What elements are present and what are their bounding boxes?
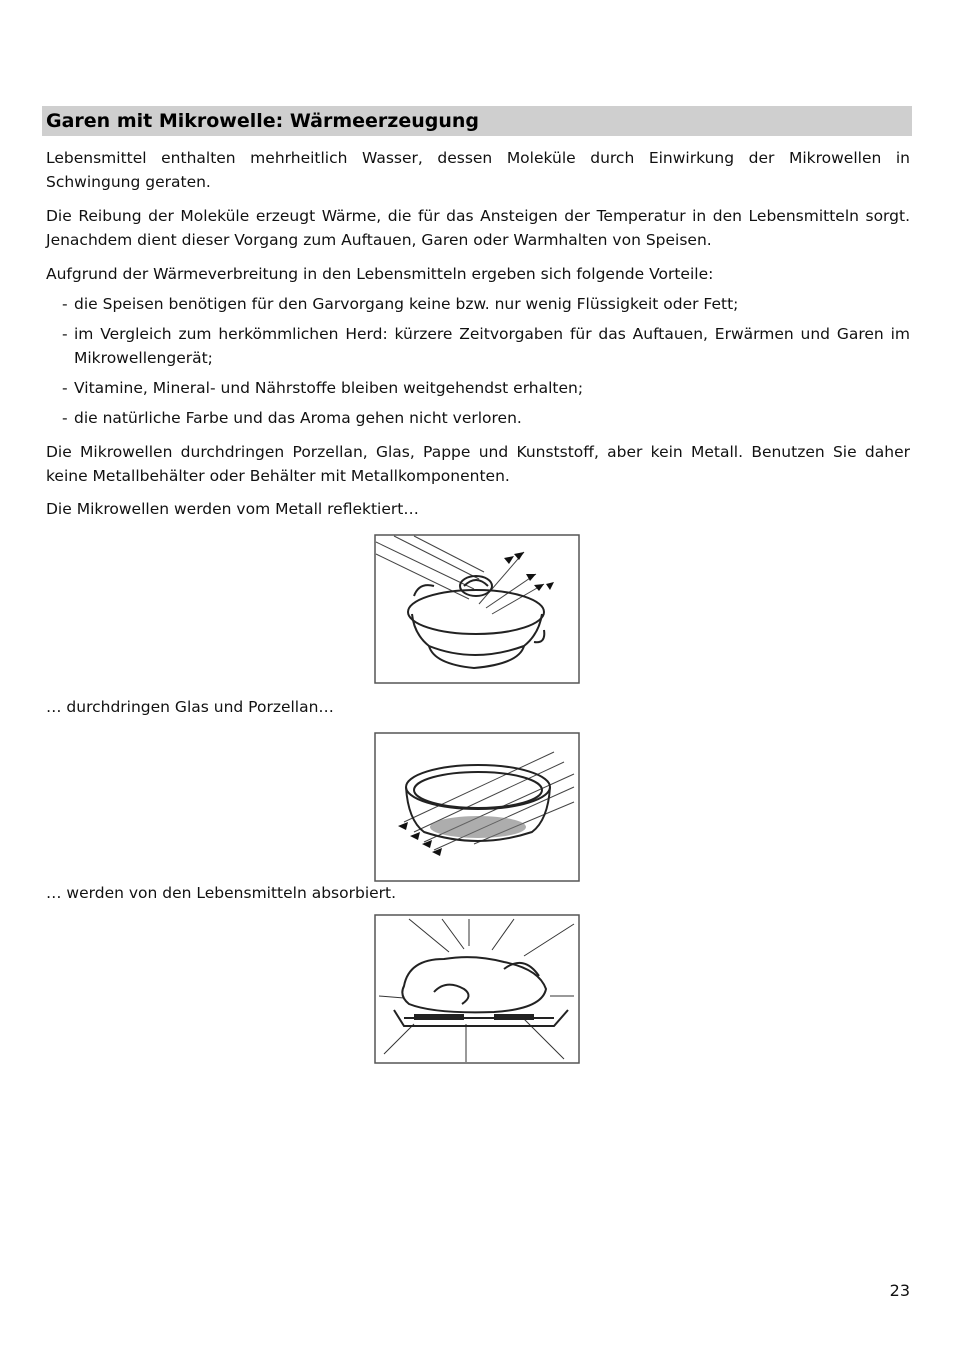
bullet-item [62, 322, 910, 370]
bullet-text: die Speisen benötigen für den Garvorgang keine bzw. nur wenig Flüssigkeit oder Fett; [74, 295, 739, 313]
caption-food-absorption: … werden von den Lebensmitteln absorbiert. [46, 884, 397, 902]
paragraph-materials: Die Mikrowellen durchdringen Porzellan, Glas, Pappe und Kunststoff, aber kein Metall. Benutzen Sie daher keine Metallbehälter oder Behälter mit Metallkomponenten. [46, 443, 910, 485]
bullet-item [62, 406, 910, 430]
figure-metal-pot [374, 534, 580, 684]
roast-illustration [374, 914, 580, 1064]
bullet-dash: - [62, 295, 68, 313]
paragraph-friction-heat: Die Reibung der Moleküle erzeugt Wärme, die für das Ansteigen der Temperatur in den Lebensmitteln sorgt. Jenachdem dient dieser Vorgang zum Auftauen, Garen oder Warmhalten von Speisen. [46, 207, 910, 249]
caption-glass-porcelain: … durchdringen Glas und Porzellan… [46, 698, 334, 716]
page-number: 23 [889, 1281, 910, 1300]
bullet-text: Vitamine, Mineral- und Nährstoffe bleiben weitgehendst erhalten; [74, 379, 584, 397]
bullet-dash: - [62, 379, 68, 397]
figure-roast [374, 914, 580, 1064]
bullet-text: die natürliche Farbe und das Aroma gehen nicht verloren. [74, 409, 522, 427]
bullet-item [62, 292, 910, 316]
bullet-dash: - [62, 409, 68, 427]
caption-metal-reflection: Die Mikrowellen werden vom Metall reflektiert… [46, 500, 419, 518]
figure-glass-bowl [374, 732, 580, 882]
section-heading: Garen mit Mikrowelle: Wärmeerzeugung [42, 106, 912, 136]
glass-bowl-illustration [374, 732, 580, 882]
metal-pot-illustration [374, 534, 580, 684]
bullet-dash: - [62, 325, 68, 343]
paragraph-advantages-intro: Aufgrund der Wärmeverbreitung in den Lebensmitteln ergeben sich folgende Vorteile: [46, 265, 714, 283]
paragraph-water-molecules: Lebensmittel enthalten mehrheitlich Wasser, dessen Moleküle durch Einwirkung der Mikrowellen in Schwingung geraten. [46, 149, 910, 191]
bullet-item [62, 376, 910, 400]
bullet-text: im Vergleich zum herkömmlichen Herd: kürzere Zeitvorgaben für das Auftauen, Erwärmen und Garen im Mikrowellengerät; [74, 325, 910, 367]
